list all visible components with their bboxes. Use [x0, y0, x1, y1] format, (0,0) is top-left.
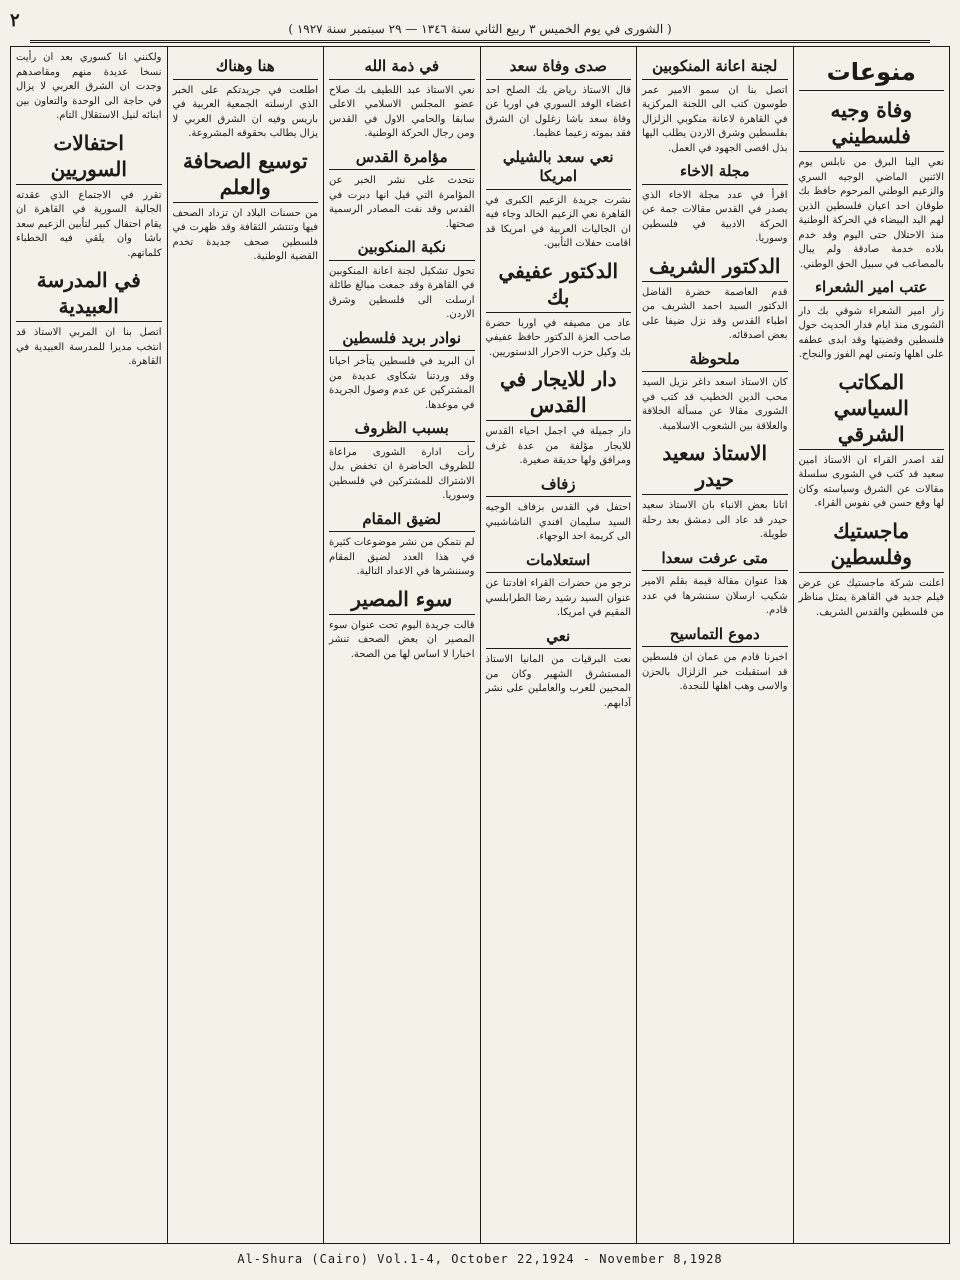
article-body: اتصل بنا ان المربي الاستاذ قد انتخب مديرا للمدرسة العبيدية في القاهرة. — [16, 327, 162, 367]
article-heading: لجنة اعانة المنكوبين — [642, 57, 788, 80]
article-heading: دار للايجار في القدس — [486, 366, 632, 421]
column-2 — [636, 47, 793, 1243]
article-heading: الدكتور عفيفي بك — [486, 258, 632, 313]
article-body: ولكنني انا كسوري بعد ان رأيت نسخا عديدة منهم ومقاصدهم وجدت ان الشرق العربي لا يزال في حاجة الى الوحدة والتعاون بين ابنائه لنيل الاستقلال التام. — [16, 52, 162, 121]
article-heading: استعلامات — [486, 551, 632, 574]
article-heading: صدى وفاة سعد — [486, 57, 632, 80]
article-body: هذا عنوان مقالة قيمة بقلم الامير شكيب ارسلان سننشرها في عدد قادم. — [642, 576, 788, 616]
article-heading: الاستاذ سعيد حيدر — [642, 440, 788, 495]
article-body: نعي الينا البرق من نابلس يوم الاثنين الماضي الوجيه السري والزعيم الوطني المرحوم حافظ بك طوقان احد اعيان فلسطين الذين لهم اليد البيضاء في الحركة الوطنية منذ الاحتلال حتى اليوم وقد خدم بلاده خدمة صادقة ولم يبال بالمصاعب في سبيل الحق الوطني. — [798, 157, 944, 270]
article-heading: الدكتور الشريف — [642, 253, 788, 282]
article-heading: عتب امير الشعراء — [799, 278, 945, 301]
article-heading: المكاتب السياسي الشرقي — [799, 369, 945, 450]
article-heading: لضيق المقام — [329, 510, 475, 533]
article-heading: متى عرفت سعدا — [642, 549, 788, 572]
column-5 — [167, 47, 324, 1243]
article-heading: ملحوظة — [642, 350, 788, 373]
article-body: نشرت جريدة الزعيم الكبرى في القاهرة نعي الزعيم الخالد وجاء فيه ان الجاليات العربية في امريكا قد اقامت حفلات التأبين. — [485, 194, 631, 249]
article-body: تحول تشكيل لجنة اعانة المنكوبين في القاهرة وقد جمعت مبالغ طائلة ارسلت الى فلسطين وشرق الاردن. — [329, 265, 475, 320]
article-body: احتفل في القدس بزفاف الوجيه السيد سليمان افندي الناشاشيبي الى كريمة احد الوجهاء. — [485, 502, 631, 542]
article-heading: احتفالات السوريين — [16, 130, 162, 185]
page-number: ٢ — [10, 10, 20, 31]
article-heading: نعي سعد بالشيلي امريكا — [486, 148, 632, 190]
article-body: دار جميلة في اجمل احياء القدس للايجار مؤلفة من عدة غرف ومرافق ولها حديقة صغيرة. — [485, 426, 631, 466]
article-body: قال الاستاذ رياض بك الصلح احد اعضاء الوفد السوري في اوربا عن وفاة سعد باشا زغلول ان الشرق فقد بموته زعيما عظيما. — [485, 84, 631, 139]
article-heading: مؤامرة القدس — [329, 148, 475, 171]
article-heading: ماجستيك وفلسطين — [799, 518, 945, 573]
article-body: اتصل بنا ان سمو الامير عمر طوسون كتب الى اللجنة المركزية في القاهرة لاعانة منكوبي الزلزال بفلسطين وشرق الاردن يطلب اليها بذل اقصى الجهود في العمل. — [642, 84, 788, 154]
article-body: نعي الاستاذ عبد اللطيف بك صلاح عضو المجلس الاسلامي الاعلى سابقا والحامي الاول في القدس ومن رجال الحركة الوطنية. — [329, 84, 475, 139]
article-body: اخبرنا قادم من عمان ان فلسطين قد استقبلت خبر الزلزال بالحزن والاسى وهب اهلها للنجدة. — [642, 652, 788, 692]
masthead-text: ( الشورى في يوم الخميس ٣ ربيع الثاني سنة ١٣٤٦ — ٢٩ سبتمبر سنة ١٩٢٧ ) — [288, 22, 672, 36]
article-body: نعت البرقيات من المانيا الاستاذ المستشرق الشهير وكان من المحبين للعرب والعاملين على نشر آدابهم. — [485, 654, 631, 709]
masthead — [30, 18, 930, 43]
article-body: قدم العاصمة حضرة الفاضل الدكتور السيد احمد الشريف من اطباء القدس وقد نزل ضيفا على بعض اصدقائه. — [642, 286, 788, 341]
article-body: نرجو من حضرات القراء افادتنا عن عنوان السيد رشيد رضا الطرابلسي المقيم في امريكا. — [485, 578, 631, 618]
article-body: لم نتمكن من نشر موضوعات كثيرة في هذا العدد لضيق المقام وسننشرها في الاعداد التالية. — [329, 537, 475, 577]
article-body: عاد من مصيفه في اوربا حضرة صاحب العزة الدكتور حافظ عفيفي بك وكيل حزب الاحرار الدستوريين. — [485, 317, 631, 358]
article-body: قالت جريدة اليوم تحت عنوان سوء المصير ان بعض الصحف تنشر اخبارا لا اساس لها من الصحة. — [329, 619, 475, 660]
article-heading: نعي — [486, 627, 632, 650]
article-heading: في ذمة الله — [329, 57, 475, 80]
column-1 — [793, 47, 950, 1243]
article-heading: هنا وهناك — [173, 57, 319, 80]
article-body: زار امير الشعراء شوقي بك دار الشورى منذ ايام فدار الحديث حول فلسطين وقضيتها وقد ابدى عطفه على اهلها وتمنى لهم الفوز والنجاح. — [798, 305, 944, 361]
article-body: اطلعت في جريدتكم على الخبر الذي ارسلته الجمعية العربية في باريس وفيه ان الشرق العربي لا يزال يطالب بحقوقه المشروعة. — [172, 84, 318, 139]
article-body: نتحدث على نشر الخبر عن المؤامرة التي قيل انها دبرت في القدس وقد نفت المصادر الرسمية صحتها. — [329, 175, 475, 230]
article-heading: زفاف — [486, 475, 632, 498]
article-body: اتانا بعض الانباء بان الاستاذ سعيد حيدر قد عاد الى دمشق بعد رحلة طويلة. — [642, 500, 788, 540]
article-heading: وفاة وجيه فلسطيني — [799, 97, 945, 152]
article-body: اعلنت شركة ماجستيك عن عرض فيلم جديد في القاهرة يمثل مناظر من فلسطين والقدس الشريف. — [798, 577, 944, 618]
article-heading: نكبة المنكوبين — [329, 238, 475, 261]
article-heading: في المدرسة العبيدية — [16, 267, 162, 322]
article-body: ان البريد في فلسطين يتأخر احيانا وقد وردتنا شكاوى عديدة من المشتركين عن عدم وصول الجريدة في موعدها. — [329, 356, 475, 411]
article-heading: سوء المصير — [329, 586, 475, 615]
article-body: لقد اصدر القراء ان الاستاذ امين سعيد قد كتب في الشورى سلسلة مقالات عن الشرق وسياسته وكان لها وقع حسن في نفوس القراء. — [798, 454, 944, 510]
article-heading: منوعات — [799, 57, 945, 91]
article-body: تقرر في الاجتماع الذي عقدته الجالية السورية في القاهرة ان يقام احتفال كبير لتأبين الزعيم سعد باشا وان يلقي فيه الخطباء كلماتهم. — [16, 189, 162, 259]
column-3 — [480, 47, 637, 1243]
archive-footer: Al-Shura (Cairo) Vol.1-4, October 22,1924 - November 8,1928 — [237, 1252, 723, 1266]
article-heading: توسيع الصحافة والعلم — [173, 148, 319, 203]
article-body: اقرأ في عدد مجلة الاخاء الذي يصدر في القدس مقالات جمة عن الحركة الادبية في فلسطين وسوريا. — [642, 189, 788, 244]
article-heading: نوادر بريد فلسطين — [329, 329, 475, 352]
article-heading: بسبب الظروف — [329, 419, 475, 442]
column-4 — [323, 47, 480, 1243]
article-body: كان الاستاذ اسعد داغر نزيل السيد محب الدين الخطيب قد كتب في الشورى مقالا عن مسألة الخلافة والعلاقة بين الشعوب الاسلامية. — [642, 377, 788, 432]
columns-frame — [10, 46, 950, 1244]
article-heading: دموع التماسيح — [642, 625, 788, 648]
article-body: رأت ادارة الشورى مراعاة للظروف الحاضرة ان تخفض بدل الاشتراك للمشتركين في فلسطين وسوريا. — [329, 446, 475, 501]
article-heading: مجلة الاخاء — [642, 162, 788, 185]
column-6 — [11, 47, 167, 1243]
article-body: من حسنات البلاد ان تزداد الصحف فيها وتنتشر الثقافة وقد ظهرت في فلسطين صحف جديدة تخدم القضية الوطنية. — [172, 207, 318, 262]
